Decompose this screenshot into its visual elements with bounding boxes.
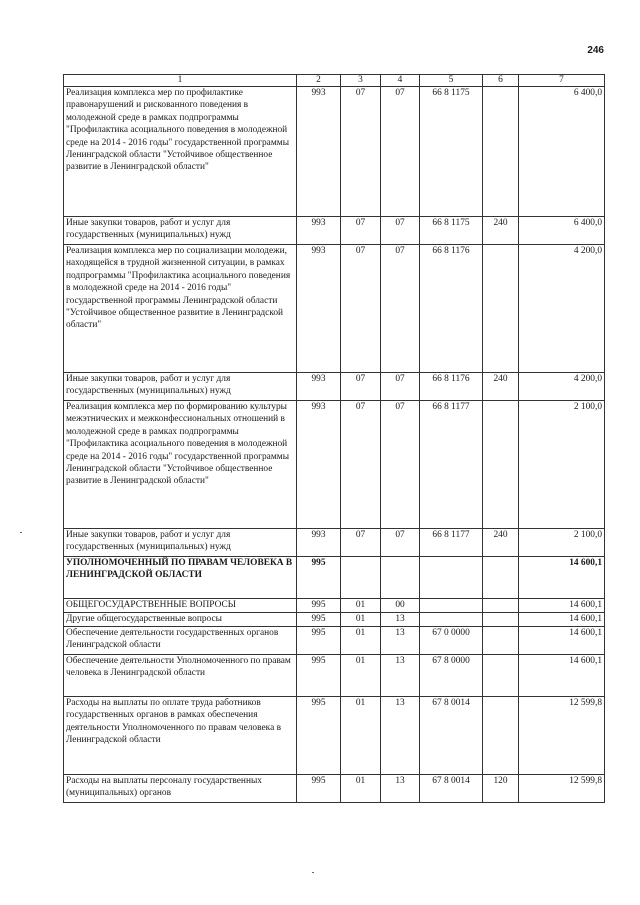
row-section: 07 xyxy=(341,373,381,401)
row-amount: 6 400,0 xyxy=(519,87,605,217)
row-amount: 4 200,0 xyxy=(519,245,605,373)
table-row xyxy=(64,401,605,529)
row-target-item: 66 8 1175 xyxy=(420,217,483,245)
table-row xyxy=(64,775,605,803)
row-admin-code: 993 xyxy=(297,87,341,217)
row-subsection: 13 xyxy=(381,655,420,697)
scan-speck xyxy=(312,872,314,873)
row-admin-code: 993 xyxy=(297,529,341,557)
row-expense-type: 240 xyxy=(483,217,519,245)
row-amount: 14 600,1 xyxy=(519,599,605,613)
row-expense-type xyxy=(483,557,519,599)
row-target-item: 66 8 1177 xyxy=(420,529,483,557)
row-target-item: 66 8 1176 xyxy=(420,373,483,401)
row-name: ОБЩЕГОСУДАРСТВЕННЫЕ ВОПРОСЫ xyxy=(64,599,297,613)
row-name: Реализация комплекса мер по социализации молодежи, находящейся в трудной жизненной ситуации, в рамках подпрограммы "Профилактика асоциального поведения в молодежной среде на 2014 - 2016 годы" государственной программы Ленинградской области "Устойчивое общественное развитие в Ленинградской области" xyxy=(64,245,297,373)
row-admin-code: 993 xyxy=(297,401,341,529)
table-row xyxy=(64,557,605,599)
row-expense-type xyxy=(483,655,519,697)
row-amount: 6 400,0 xyxy=(519,217,605,245)
row-admin-code: 995 xyxy=(297,627,341,655)
table-row xyxy=(64,245,605,373)
row-amount: 12 599,8 xyxy=(519,775,605,803)
row-amount: 2 100,0 xyxy=(519,401,605,529)
row-expense-type xyxy=(483,697,519,775)
row-expense-type xyxy=(483,613,519,627)
row-subsection: 07 xyxy=(381,529,420,557)
page-number: 246 xyxy=(587,45,604,56)
column-header: 2 xyxy=(297,75,341,87)
row-admin-code: 995 xyxy=(297,697,341,775)
column-header: 6 xyxy=(483,75,519,87)
row-section: 01 xyxy=(341,613,381,627)
table-header-row xyxy=(64,75,605,87)
row-subsection: 07 xyxy=(381,245,420,373)
table-row xyxy=(64,599,605,613)
row-section: 07 xyxy=(341,217,381,245)
row-section: 01 xyxy=(341,655,381,697)
row-name: Иные закупки товаров, работ и услуг для государственных (муниципальных) нужд xyxy=(64,217,297,245)
row-admin-code: 995 xyxy=(297,655,341,697)
row-subsection: 07 xyxy=(381,217,420,245)
row-admin-code: 995 xyxy=(297,613,341,627)
row-expense-type: 240 xyxy=(483,373,519,401)
row-amount: 2 100,0 xyxy=(519,529,605,557)
row-target-item xyxy=(420,613,483,627)
row-subsection: 13 xyxy=(381,775,420,803)
row-name: Обеспечение деятельности государственных органов Ленинградской области xyxy=(64,627,297,655)
row-amount: 14 600,1 xyxy=(519,613,605,627)
row-section: 01 xyxy=(341,697,381,775)
row-subsection: 13 xyxy=(381,627,420,655)
table-row xyxy=(64,613,605,627)
table-row xyxy=(64,529,605,557)
row-amount: 12 599,8 xyxy=(519,697,605,775)
row-expense-type xyxy=(483,599,519,613)
row-expense-type xyxy=(483,245,519,373)
row-target-item: 66 8 1175 xyxy=(420,87,483,217)
row-subsection: 07 xyxy=(381,401,420,529)
budget-table xyxy=(63,74,605,803)
row-expense-type xyxy=(483,87,519,217)
table-row xyxy=(64,87,605,217)
row-expense-type: 120 xyxy=(483,775,519,803)
row-admin-code: 995 xyxy=(297,775,341,803)
row-name: Расходы на выплаты по оплате труда работников государственных органов в рамках обеспечения деятельности Уполномоченного по правам человека в Ленинградской области xyxy=(64,697,297,775)
row-subsection: 07 xyxy=(381,87,420,217)
row-name: Иные закупки товаров, работ и услуг для государственных (муниципальных) нужд xyxy=(64,373,297,401)
row-target-item: 67 8 0014 xyxy=(420,697,483,775)
row-subsection xyxy=(381,557,420,599)
row-admin-code: 995 xyxy=(297,557,341,599)
row-section: 01 xyxy=(341,627,381,655)
row-admin-code: 995 xyxy=(297,599,341,613)
row-section: 07 xyxy=(341,87,381,217)
row-name: УПОЛНОМОЧЕННЫЙ ПО ПРАВАМ ЧЕЛОВЕКА В ЛЕНИНГРАДСКОЙ ОБЛАСТИ xyxy=(64,557,297,599)
row-subsection: 13 xyxy=(381,613,420,627)
row-name: Расходы на выплаты персоналу государственных (муниципальных) органов xyxy=(64,775,297,803)
row-subsection: 07 xyxy=(381,373,420,401)
row-section: 01 xyxy=(341,775,381,803)
row-expense-type xyxy=(483,401,519,529)
row-admin-code: 993 xyxy=(297,373,341,401)
column-header: 4 xyxy=(381,75,420,87)
table-row xyxy=(64,217,605,245)
row-amount: 4 200,0 xyxy=(519,373,605,401)
row-target-item: 66 8 1176 xyxy=(420,245,483,373)
row-admin-code: 993 xyxy=(297,217,341,245)
table-row xyxy=(64,373,605,401)
row-amount: 14 600,1 xyxy=(519,557,605,599)
row-subsection: 00 xyxy=(381,599,420,613)
column-header: 3 xyxy=(341,75,381,87)
column-header: 1 xyxy=(64,75,297,87)
row-amount: 14 600,1 xyxy=(519,655,605,697)
table-row xyxy=(64,655,605,697)
row-target-item: 67 8 0000 xyxy=(420,655,483,697)
row-section: 07 xyxy=(341,401,381,529)
row-name: Обеспечение деятельности Уполномоченного по правам человека в Ленинградской области xyxy=(64,655,297,697)
column-header: 5 xyxy=(420,75,483,87)
column-header: 7 xyxy=(519,75,605,87)
row-expense-type xyxy=(483,627,519,655)
row-target-item: 66 8 1177 xyxy=(420,401,483,529)
table-row xyxy=(64,697,605,775)
row-admin-code: 993 xyxy=(297,245,341,373)
row-target-item xyxy=(420,557,483,599)
row-name: Реализация комплекса мер по формированию культуры межэтнических и межконфессиональных отношений в молодежной среде в рамках подпрограммы "Профилактика асоциального поведения в молодежной среде на 2014 - 2016 годы" государственной программы Ленинградской области "Устойчивое общественное развитие в Ленинградской области" xyxy=(64,401,297,529)
row-section: 07 xyxy=(341,245,381,373)
row-target-item: 67 8 0014 xyxy=(420,775,483,803)
row-subsection: 13 xyxy=(381,697,420,775)
scan-speck xyxy=(20,532,22,533)
row-target-item xyxy=(420,599,483,613)
row-name: Реализация комплекса мер по профилактике правонарушений и рискованного поведения в молодежной среде в рамках подпрограммы "Профилактика асоциального поведения в молодежной среде на 2014 - 2016 годы" государственной программы Ленинградской области "Устойчивое общественное развитие в Ленинградской области" xyxy=(64,87,297,217)
row-expense-type: 240 xyxy=(483,529,519,557)
row-section: 01 xyxy=(341,599,381,613)
row-amount: 14 600,1 xyxy=(519,627,605,655)
table-row xyxy=(64,627,605,655)
row-target-item: 67 0 0000 xyxy=(420,627,483,655)
row-name: Иные закупки товаров, работ и услуг для государственных (муниципальных) нужд xyxy=(64,529,297,557)
row-name: Другие общегосударственные вопросы xyxy=(64,613,297,627)
row-section: 07 xyxy=(341,529,381,557)
row-section xyxy=(341,557,381,599)
